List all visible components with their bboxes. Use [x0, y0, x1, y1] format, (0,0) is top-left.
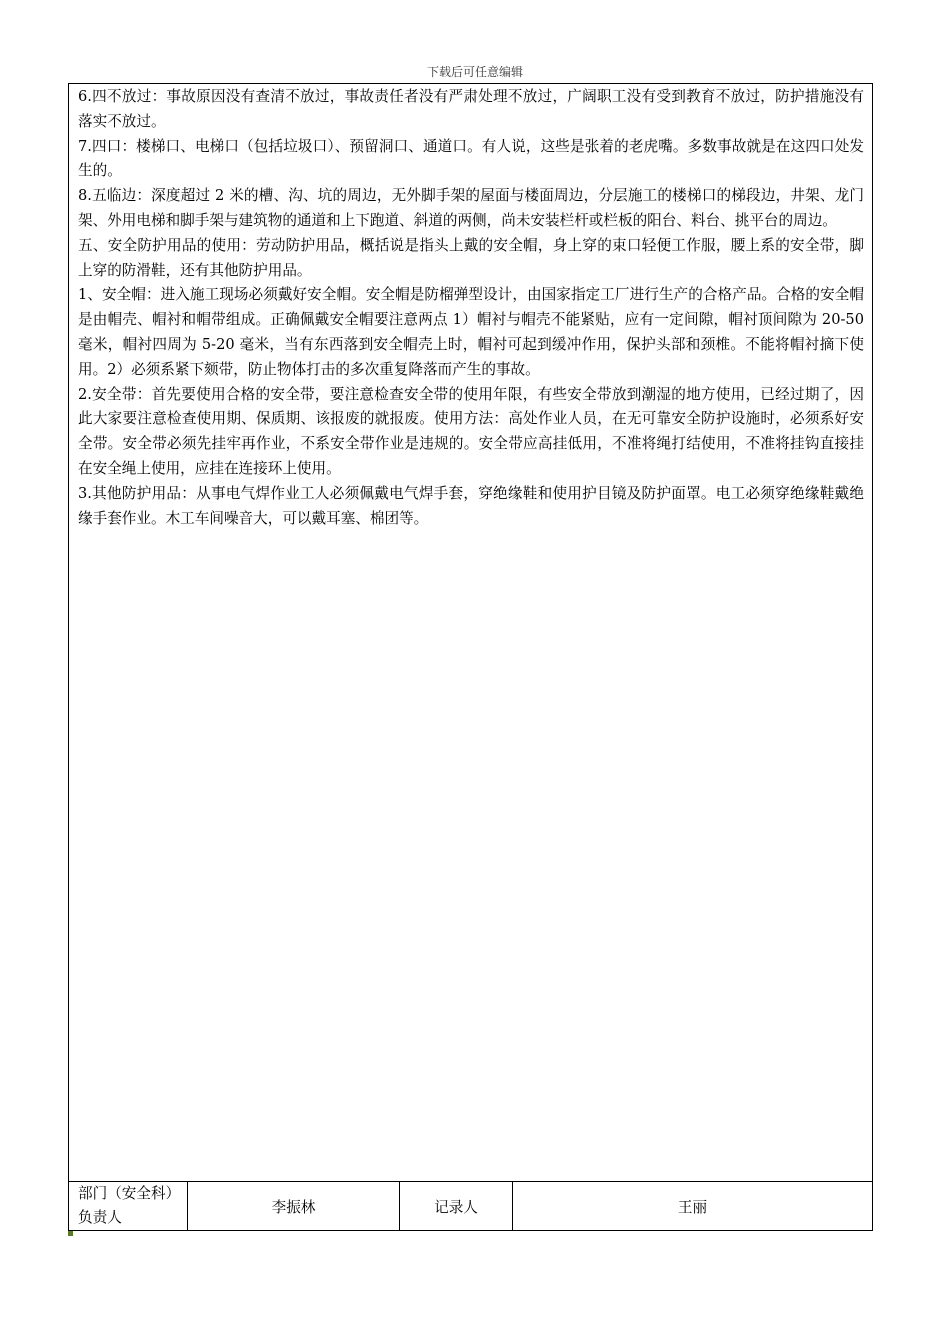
- form-table: [68, 83, 873, 1231]
- recorder-name: 王丽: [677, 1198, 708, 1216]
- recorder-label-cell: [400, 1182, 513, 1230]
- paragraph-safety-helmet: 1、安全帽：进入施工现场必须戴好安全帽。安全帽是防榴弹型设计，由国家指定工厂进行生产的合格产品。合格的安全帽是由帽壳、帽衬和帽带组成。正确佩戴安全帽要注意两点 1）帽衬与帽壳不能紧贴，应有一定间隙，帽衬顶间隙为 20-50 毫米，帽衬四周为 5-20 毫米，当有东西落到安全帽壳上时，帽衬可起到缓冲作用，保护头部和颈椎。不能将帽衬摘下使用。2）必须系紧下颏带，防止物体打击的多次重复降落而产生的事故。: [78, 286, 864, 378]
- dept-head-label-cell: [69, 1182, 188, 1230]
- paragraph-protective-equipment: 五、安全防护用品的使用：劳动防护用品，概括说是指头上戴的安全帽，身上穿的束口轻便工作服，腰上系的安全带，脚上穿的防滑鞋，还有其他防护用品。: [78, 236, 864, 279]
- content-cell: [69, 84, 872, 1181]
- dept-head-name: 李振林: [271, 1198, 316, 1216]
- dept-head-name-cell: [188, 1182, 400, 1230]
- paragraph-four-no-let-go: 6.四不放过：事故原因没有查清不放过，事故责任者没有严肃处理不放过，广阔职工没有受到教育不放过，防护措施没有落实不放过。: [78, 88, 864, 130]
- dept-head-label: 部门（安全科）负责人: [78, 1185, 173, 1226]
- paragraph-five-edges: 8.五临边：深度超过 2 米的槽、沟、坑的周边，无外脚手架的屋面与楼面周边，分层施工的楼梯口的梯段边，井架、龙门架、外用电梯和脚手架与建筑物的通道和上下跑道、斜道的两侧，尚未安装栏杆或栏板的阳台、料台、挑平台的周边。: [78, 187, 864, 229]
- table-anchor-marker: [68, 1231, 73, 1236]
- recorder-name-cell: [513, 1182, 872, 1230]
- paragraph-four-openings: 7.四口：楼梯口、电梯口（包括垃圾口）、预留洞口、通道口。有人说，这些是张着的老虎嘴。多数事故就是在这四口处发生的。: [78, 137, 864, 180]
- signature-row: [69, 1181, 872, 1230]
- recorder-label: 记录人: [434, 1198, 478, 1216]
- paragraph-safety-belt: 2.安全带：首先要使用合格的安全带，要注意检查安全带的使用年限，有些安全带放到潮湿的地方使用，已经过期了，因此大家要注意检查使用期、保质期、该报废的就报废。使用方法：高处作业人员，在无可靠安全防护设施时，必须系好安全带。安全带必须先挂牢再作业，不系安全带作业是违规的。安全带应高挂低用，不准将绳打结使用，不准将挂钩直接挂在安全绳上使用，应挂在连接环上使用。: [78, 385, 864, 477]
- paragraph-other-equipment: 3.其他防护用品：从事电气焊作业工人必须佩戴电气焊手套，穿绝缘鞋和使用护目镜及防护面罩。电工必须穿绝缘鞋戴绝缘手套作业。木工车间噪音大，可以戴耳塞、棉团等。: [78, 484, 864, 527]
- header-note: 下载后可任意编辑: [426, 65, 523, 79]
